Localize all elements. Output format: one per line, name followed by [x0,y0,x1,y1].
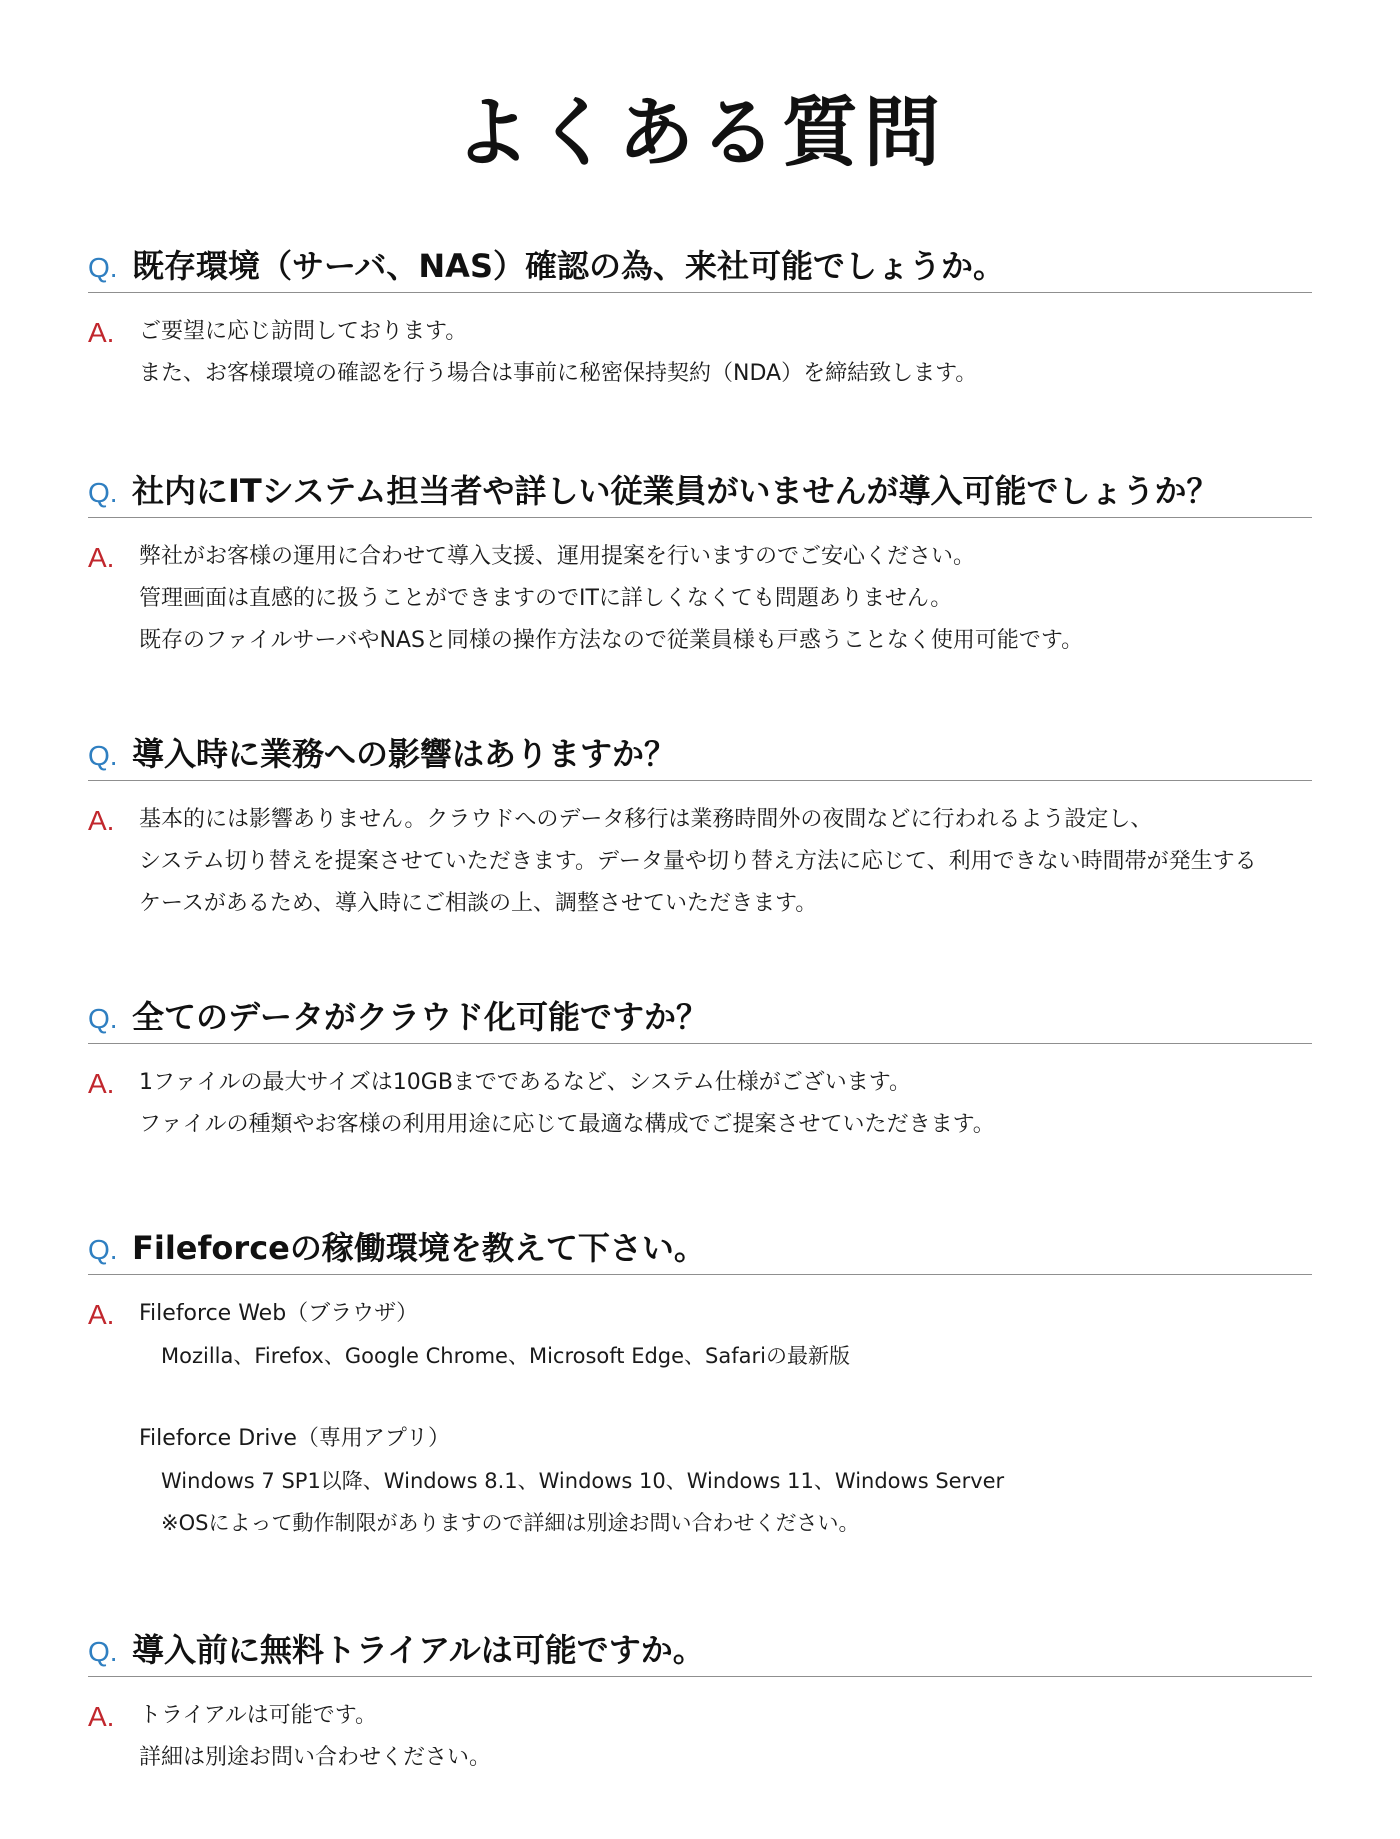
drive-env-note: ※OSによって動作制限がありますので詳細は別途お問い合わせください。 [161,1511,860,1535]
question-marker: Q. [88,1003,118,1034]
answer-body [139,1293,1312,1544]
question-row [88,467,1312,518]
answer-body [139,799,1312,925]
answer-line: システム切り替えを提案させていただきます。データ量や切り替え方法に応じて、利用できない時間帯が発生する [139,849,1257,874]
question-text: 導入前に無料トライアルは可能ですか。 [132,1631,705,1669]
question-row [88,242,1312,293]
drive-env-heading: Fileforce Drive（専用アプリ） [139,1426,450,1451]
answer-line: 詳細は別途お問い合わせください。 [139,1745,492,1770]
answer-line: ファイルの種類やお客様の利用用途に応じて最適な構成でご提案させていただきます。 [139,1112,995,1137]
faq-item-environment [88,1224,1312,1544]
answer-line: また、お客様環境の確認を行う場合は事前に秘密保持契約（NDA）を締結致します。 [139,361,978,386]
question-text: 導入時に業務への影響はありますか？ [132,735,677,773]
answer-marker: A. [88,1068,115,1099]
answer-line: 既存のファイルサーバやNASと同様の操作方法なので従業員様も戸惑うことなく使用可能です。 [139,628,1084,653]
faq-item-free-trial [88,1626,1312,1779]
question-row [88,730,1312,781]
answer-row [88,536,1312,662]
answer-line: 1ファイルの最大サイズは10GBまでであるなど、システム仕様がございます。 [139,1070,911,1095]
question-marker: Q. [88,740,118,771]
answer-body [139,311,1312,395]
question-marker: Q. [88,1234,118,1265]
answer-line: 基本的には影響ありません。クラウドへのデータ移行は業務時間外の夜間などに行われるよう設定し、 [139,807,1153,832]
answer-line: トライアルは可能です。 [139,1703,378,1728]
question-marker: Q. [88,252,118,283]
question-marker: Q. [88,477,118,508]
answer-marker: A. [88,805,115,836]
question-row [88,1224,1312,1275]
web-env-line: Mozilla、Firefox、Google Chrome、Microsoft Edge、Safariの最新版 [161,1344,850,1368]
faq-item-all-data-cloud [88,993,1312,1146]
page-title: よくある質問 [454,88,946,177]
question-row [88,993,1312,1044]
answer-body [139,1062,1312,1146]
question-text: Fileforceの稼働環境を教えて下さい。 [132,1229,706,1267]
answer-marker: A. [88,1701,115,1732]
faq-item-no-it-staff [88,467,1312,662]
answer-body [139,1695,1312,1779]
answer-marker: A. [88,1299,115,1330]
answer-row [88,1293,1312,1544]
spacer [139,1377,1312,1418]
drive-env-line: Windows 7 SP1以降、Windows 8.1、Windows 10、Windows 11、Windows Server [161,1469,1005,1493]
question-text: 社内にITシステム担当者や詳しい従業員がいませんが導入可能でしょうか？ [132,472,1219,510]
question-text: 既存環境（サーバ、NAS）確認の為、来社可能でしょうか。 [132,247,1005,285]
faq-item-business-impact [88,730,1312,925]
question-row [88,1626,1312,1677]
answer-line: 管理画面は直感的に扱うことができますのでITに詳しくなくても問題ありません。 [139,586,953,611]
answer-row [88,311,1312,395]
answer-line: ご要望に応じ訪問しております。 [139,319,468,344]
answer-body [139,536,1312,662]
faq-item-visit [88,242,1312,395]
question-text: 全てのデータがクラウド化可能ですか？ [132,998,709,1036]
answer-row [88,1695,1312,1779]
answer-row [88,799,1312,925]
answer-marker: A. [88,542,115,573]
web-env-heading: Fileforce Web（ブラウザ） [139,1301,419,1326]
answer-row [88,1062,1312,1146]
answer-marker: A. [88,317,115,348]
question-marker: Q. [88,1636,118,1667]
answer-line: 弊社がお客様の運用に合わせて導入支援、運用提案を行いますのでご安心ください。 [139,544,976,569]
answer-line: ケースがあるため、導入時にご相談の上、調整させていただきます。 [139,891,818,916]
